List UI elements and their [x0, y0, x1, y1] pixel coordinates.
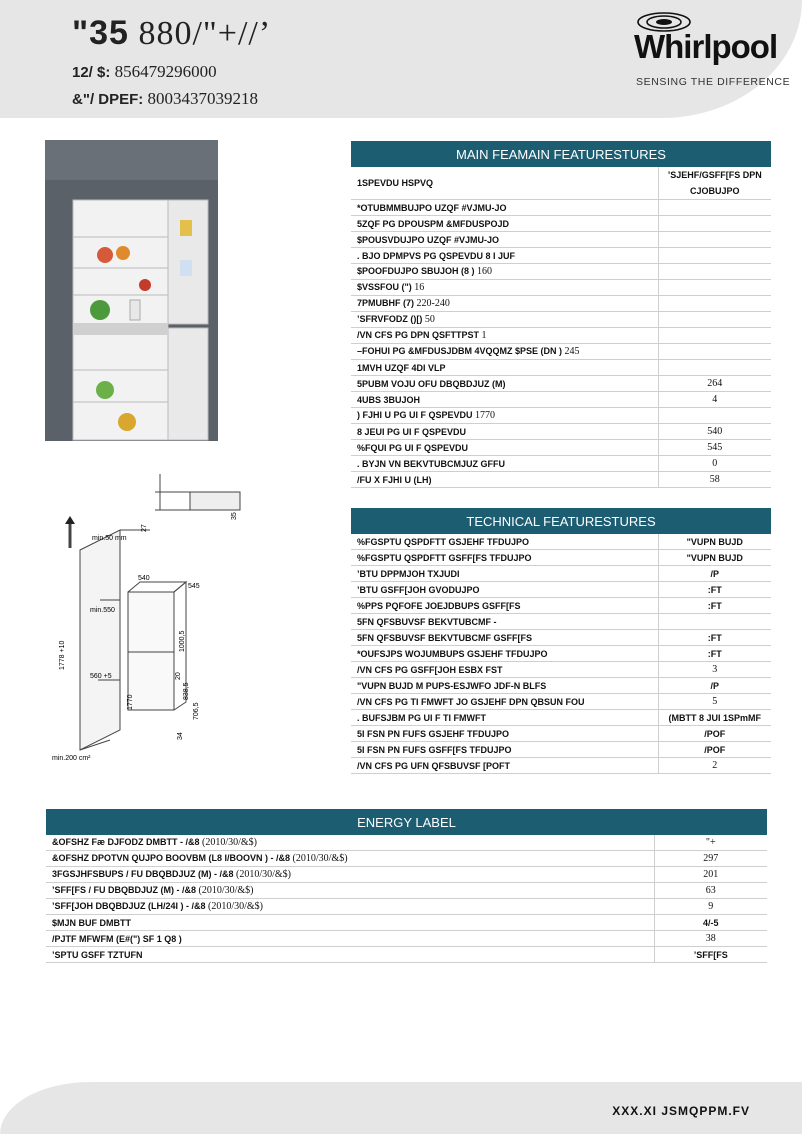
technical-features-title: TECHNICAL FEATURESTURES: [351, 508, 771, 534]
row-value: :FT: [658, 630, 771, 646]
diagram-label-838: 838,5: [183, 682, 190, 700]
row-value: [658, 296, 771, 312]
row-value: 0: [658, 456, 771, 472]
row-label: 3FGSJHFSBUPS / FU DBQBDJUZ (M) - /&8: [52, 869, 234, 879]
row-value: 545: [658, 440, 771, 456]
row-label: ’SPTU GSFF TZTUFN: [52, 949, 143, 960]
row-value: 58: [658, 472, 771, 488]
diagram-label-1000: 1000,5: [179, 630, 186, 652]
row-number: 245: [562, 346, 580, 357]
row-value: /P: [658, 678, 771, 694]
table-row: [351, 456, 771, 472]
table-row: [351, 376, 771, 392]
installation-diagram: [40, 470, 266, 770]
row-label: %PPS PQFOFE JOEJDBUPS GSFF[FS: [351, 598, 658, 614]
table-row: [351, 408, 771, 424]
table-row: [46, 851, 767, 867]
row-number: 1: [479, 330, 487, 341]
website-link[interactable]: XXX.XI JSMQPPM.FV: [612, 1104, 750, 1118]
row-label: /VN CFS PG GSFF[JOH ESBX FST: [351, 662, 658, 678]
row-value: 4: [658, 392, 771, 408]
table-row: [351, 550, 771, 566]
product-title: [72, 14, 271, 53]
row-label: 1MVH UZQF 4DI VLP: [357, 362, 446, 373]
row-reference: (2010/30/&$): [290, 853, 348, 864]
diagram-label-27: 27: [141, 524, 148, 532]
table-row: [351, 248, 771, 264]
row-value: "VUPN BUJD: [658, 550, 771, 566]
table-row: [351, 167, 771, 200]
row-label: 7PMUBHF (7): [357, 298, 415, 308]
row-value: 3: [658, 662, 771, 678]
energy-label-title: ENERGY LABEL: [46, 809, 767, 835]
row-label: %FGSPTU QSPDFTT GSFF[FS TFDUJPO: [351, 550, 658, 566]
row-value: [658, 344, 771, 360]
row-label: 5ZQF PG DPOUSPM &MFDUSPOJD: [357, 218, 510, 229]
diagram-label-depth: 545: [188, 583, 200, 590]
row-label: –FOHUI PG &MFDUSJDBM 4VQQMZ $PSE (DN ): [357, 346, 563, 356]
row-value: [658, 200, 771, 216]
row-value: [658, 280, 771, 296]
code-line-2-value: 8003437039218: [143, 89, 259, 108]
table-row: [351, 472, 771, 488]
diagram-label-min50: min.50 mm: [92, 535, 127, 542]
table-row: [46, 899, 767, 915]
diagram-label-width: 540: [138, 575, 150, 582]
product-title-prefix: "35: [72, 14, 129, 52]
diagram-label-35: 35: [231, 512, 238, 520]
table-row: [351, 534, 771, 550]
diagram-label-1770: 1770: [127, 694, 134, 710]
row-value: 5: [658, 694, 771, 710]
row-label: /VN CFS PG TI FMWFT JO GSJEHF DPN QBSUN FOU: [351, 694, 658, 710]
row-label: ) FJHI U PG UI F QSPEVDU: [357, 410, 473, 420]
main-features-table: [351, 141, 771, 488]
energy-label-table: [46, 809, 767, 963]
table-row: [46, 947, 767, 963]
row-number: 1770: [472, 410, 496, 421]
row-reference: (2010/30/&$): [196, 885, 254, 896]
row-label: ’BTU GSFF[JOH GVODUJPO: [351, 582, 658, 598]
table-row: [351, 280, 771, 296]
table-row: [46, 883, 767, 899]
table-row: [351, 694, 771, 710]
row-value: [658, 248, 771, 264]
row-label: ’SFF[JOH DBQBDJUZ (LH/24I ) - /&8: [52, 901, 206, 911]
diagram-label-20: 20: [175, 672, 182, 680]
row-value: ’SFF[FS: [654, 947, 767, 963]
row-value: 201: [654, 867, 767, 883]
brand-tagline: SENSING THE DIFFERENCE: [636, 76, 791, 88]
table-row: [351, 710, 771, 726]
row-label: $VSSFOU ("): [357, 282, 412, 292]
diagram-label-706: 706,5: [193, 702, 200, 720]
product-photo: [45, 140, 218, 441]
row-label: *OTUBMMBUJPO UZQF #VJMU-JO: [357, 202, 507, 213]
row-value: 4/-5: [654, 915, 767, 931]
table-row: [351, 662, 771, 678]
table-row: [351, 296, 771, 312]
main-features-title: MAIN FEAMAIN FEATURESTURES: [351, 141, 771, 167]
table-row: [351, 582, 771, 598]
table-row: [351, 264, 771, 280]
table-row: [351, 328, 771, 344]
table-row: [351, 216, 771, 232]
diagram-label-min200: min.200 cm²: [52, 755, 91, 762]
diagram-label-560: 560 +5: [90, 673, 112, 680]
table-row: [351, 232, 771, 248]
code-line-1: [72, 62, 217, 82]
row-value: 2: [658, 758, 771, 774]
row-label: 5FN QFSBUVSF BEKVTUBCMF GSFF[FS: [351, 630, 658, 646]
row-value: 38: [654, 931, 767, 947]
table-row: [351, 614, 771, 630]
row-label: 5I FSN PN FUFS GSFF[FS TFDUJPO: [351, 742, 658, 758]
table-row: [351, 200, 771, 216]
row-number: 50: [422, 314, 435, 325]
row-number: 16: [411, 282, 425, 293]
row-reference: (2010/30/&$): [233, 869, 292, 880]
row-label: 4UBS 3BUJOH: [357, 394, 421, 405]
row-value: 540: [658, 424, 771, 440]
row-label: 8 JEUI PG UI F QSPEVDU: [357, 426, 467, 437]
row-value: 264: [658, 376, 771, 392]
row-value: 9: [654, 899, 767, 915]
table-row: [351, 392, 771, 408]
table-row: [351, 598, 771, 614]
row-label: . BUFSJBM PG UI F TI FMWFT: [351, 710, 658, 726]
row-value: [658, 360, 771, 376]
brand-logo-text: Whirlpool: [634, 28, 778, 65]
table-row: [351, 440, 771, 456]
diagram-label-min550: min.550: [90, 607, 115, 614]
code-line-2: [72, 89, 258, 109]
row-label: ’SFF[FS / FU DBQBDJUZ (M) - /&8: [52, 885, 196, 895]
table-row: [351, 344, 771, 360]
row-reference: (2010/30/&$): [199, 837, 257, 848]
table-row: [351, 630, 771, 646]
row-value: [658, 216, 771, 232]
row-label: &OFSHZ Fæ DJFODZ DMBTT - /&8: [52, 837, 200, 847]
row-value: [658, 232, 771, 248]
product-title-model: 880/"+//’: [128, 15, 272, 52]
row-value: :FT: [658, 582, 771, 598]
row-value: /POF: [658, 726, 771, 742]
table-row: [351, 646, 771, 662]
code-line-2-label: &"/ DPEF:: [72, 91, 144, 108]
row-value: /POF: [658, 742, 771, 758]
row-value: 63: [654, 883, 767, 899]
row-label: $MJN BUF DMBTT: [52, 917, 131, 928]
row-label: 1SPEVDU HSPVQ: [357, 178, 434, 188]
table-row: [351, 742, 771, 758]
table-row: [46, 835, 767, 851]
row-label: %FQUI PG UI F QSPEVDU: [357, 442, 469, 453]
row-label: . BYJN VN BEKVTUBCMJUZ GFFU: [357, 458, 506, 469]
whirlpool-logo: [630, 10, 791, 95]
row-label: $POUSVDUJPO UZQF #VJMU-JO: [357, 234, 500, 245]
row-number: 220-240: [414, 298, 450, 309]
row-value: "+: [654, 835, 767, 851]
row-label: $POOFDUJPO SBUJOH (8 ): [357, 266, 475, 276]
technical-features-table: [351, 508, 771, 774]
code-line-1-value: 856479296000: [110, 62, 217, 81]
row-number: 160: [474, 266, 493, 277]
table-row: [46, 931, 767, 947]
row-value: [658, 264, 771, 280]
code-line-1-label: 12/ $:: [72, 64, 111, 81]
row-value: 297: [654, 851, 767, 867]
row-label: 5FN QFSBUVSF BEKVTUBCMF -: [351, 614, 658, 630]
row-value: (MBTT 8 JUI 1SPmMF: [658, 710, 771, 726]
row-label: 5PUBM VOJU OFU DBQBDJUZ (M): [357, 378, 506, 389]
row-label: /PJTF MFWFM (E#(") SF 1 Q8 ): [52, 933, 182, 944]
row-label: /VN CFS PG DPN QSFTTPST: [357, 330, 480, 340]
row-label: /FU X FJHI U (LH): [357, 474, 432, 485]
row-value: [658, 614, 771, 630]
table-row: [351, 758, 771, 774]
row-value: :FT: [658, 598, 771, 614]
table-row: [351, 312, 771, 328]
row-value: "VUPN BUJD: [658, 534, 771, 550]
row-value: :FT: [658, 646, 771, 662]
table-row: [351, 360, 771, 376]
table-row: [351, 726, 771, 742]
row-label: &OFSHZ DPOTVN QUJPO BOOVBM (L8 I/BOOVN ) - /&8: [52, 853, 291, 863]
row-value: [658, 408, 771, 424]
row-label: 5I FSN PN FUFS GSJEHF TFDUJPO: [351, 726, 658, 742]
row-value: /P: [658, 566, 771, 582]
row-label: ’SFRVFODZ ()[): [357, 314, 423, 324]
diagram-label-34: 34: [177, 732, 184, 740]
diagram-label-1778: 1778 +10: [59, 640, 66, 670]
table-row: [351, 566, 771, 582]
row-value: [658, 328, 771, 344]
table-row: [351, 424, 771, 440]
row-label: /VN CFS PG UFN QFSBUVSF [POFT: [351, 758, 658, 774]
table-row: [351, 678, 771, 694]
row-value: ’SJEHF/GSFF[FS DPN CJOBUJPO: [658, 167, 771, 200]
table-row: [46, 915, 767, 931]
row-label: %FGSPTU QSPDFTT GSJEHF TFDUJPO: [351, 534, 658, 550]
row-label: ’BTU DPPMJOH TXJUDI: [351, 566, 658, 582]
row-label: *OUFSJPS WOJUMBUPS GSJEHF TFDUJPO: [351, 646, 658, 662]
row-label: "VUPN BUJD M PUPS-ESJWFO JDF-N BLFS: [351, 678, 658, 694]
row-reference: (2010/30/&$): [205, 901, 264, 912]
row-value: [658, 312, 771, 328]
row-label: . BJO DPMPVS PG QSPEVDU 8 I JUF: [357, 250, 516, 261]
table-row: [46, 867, 767, 883]
